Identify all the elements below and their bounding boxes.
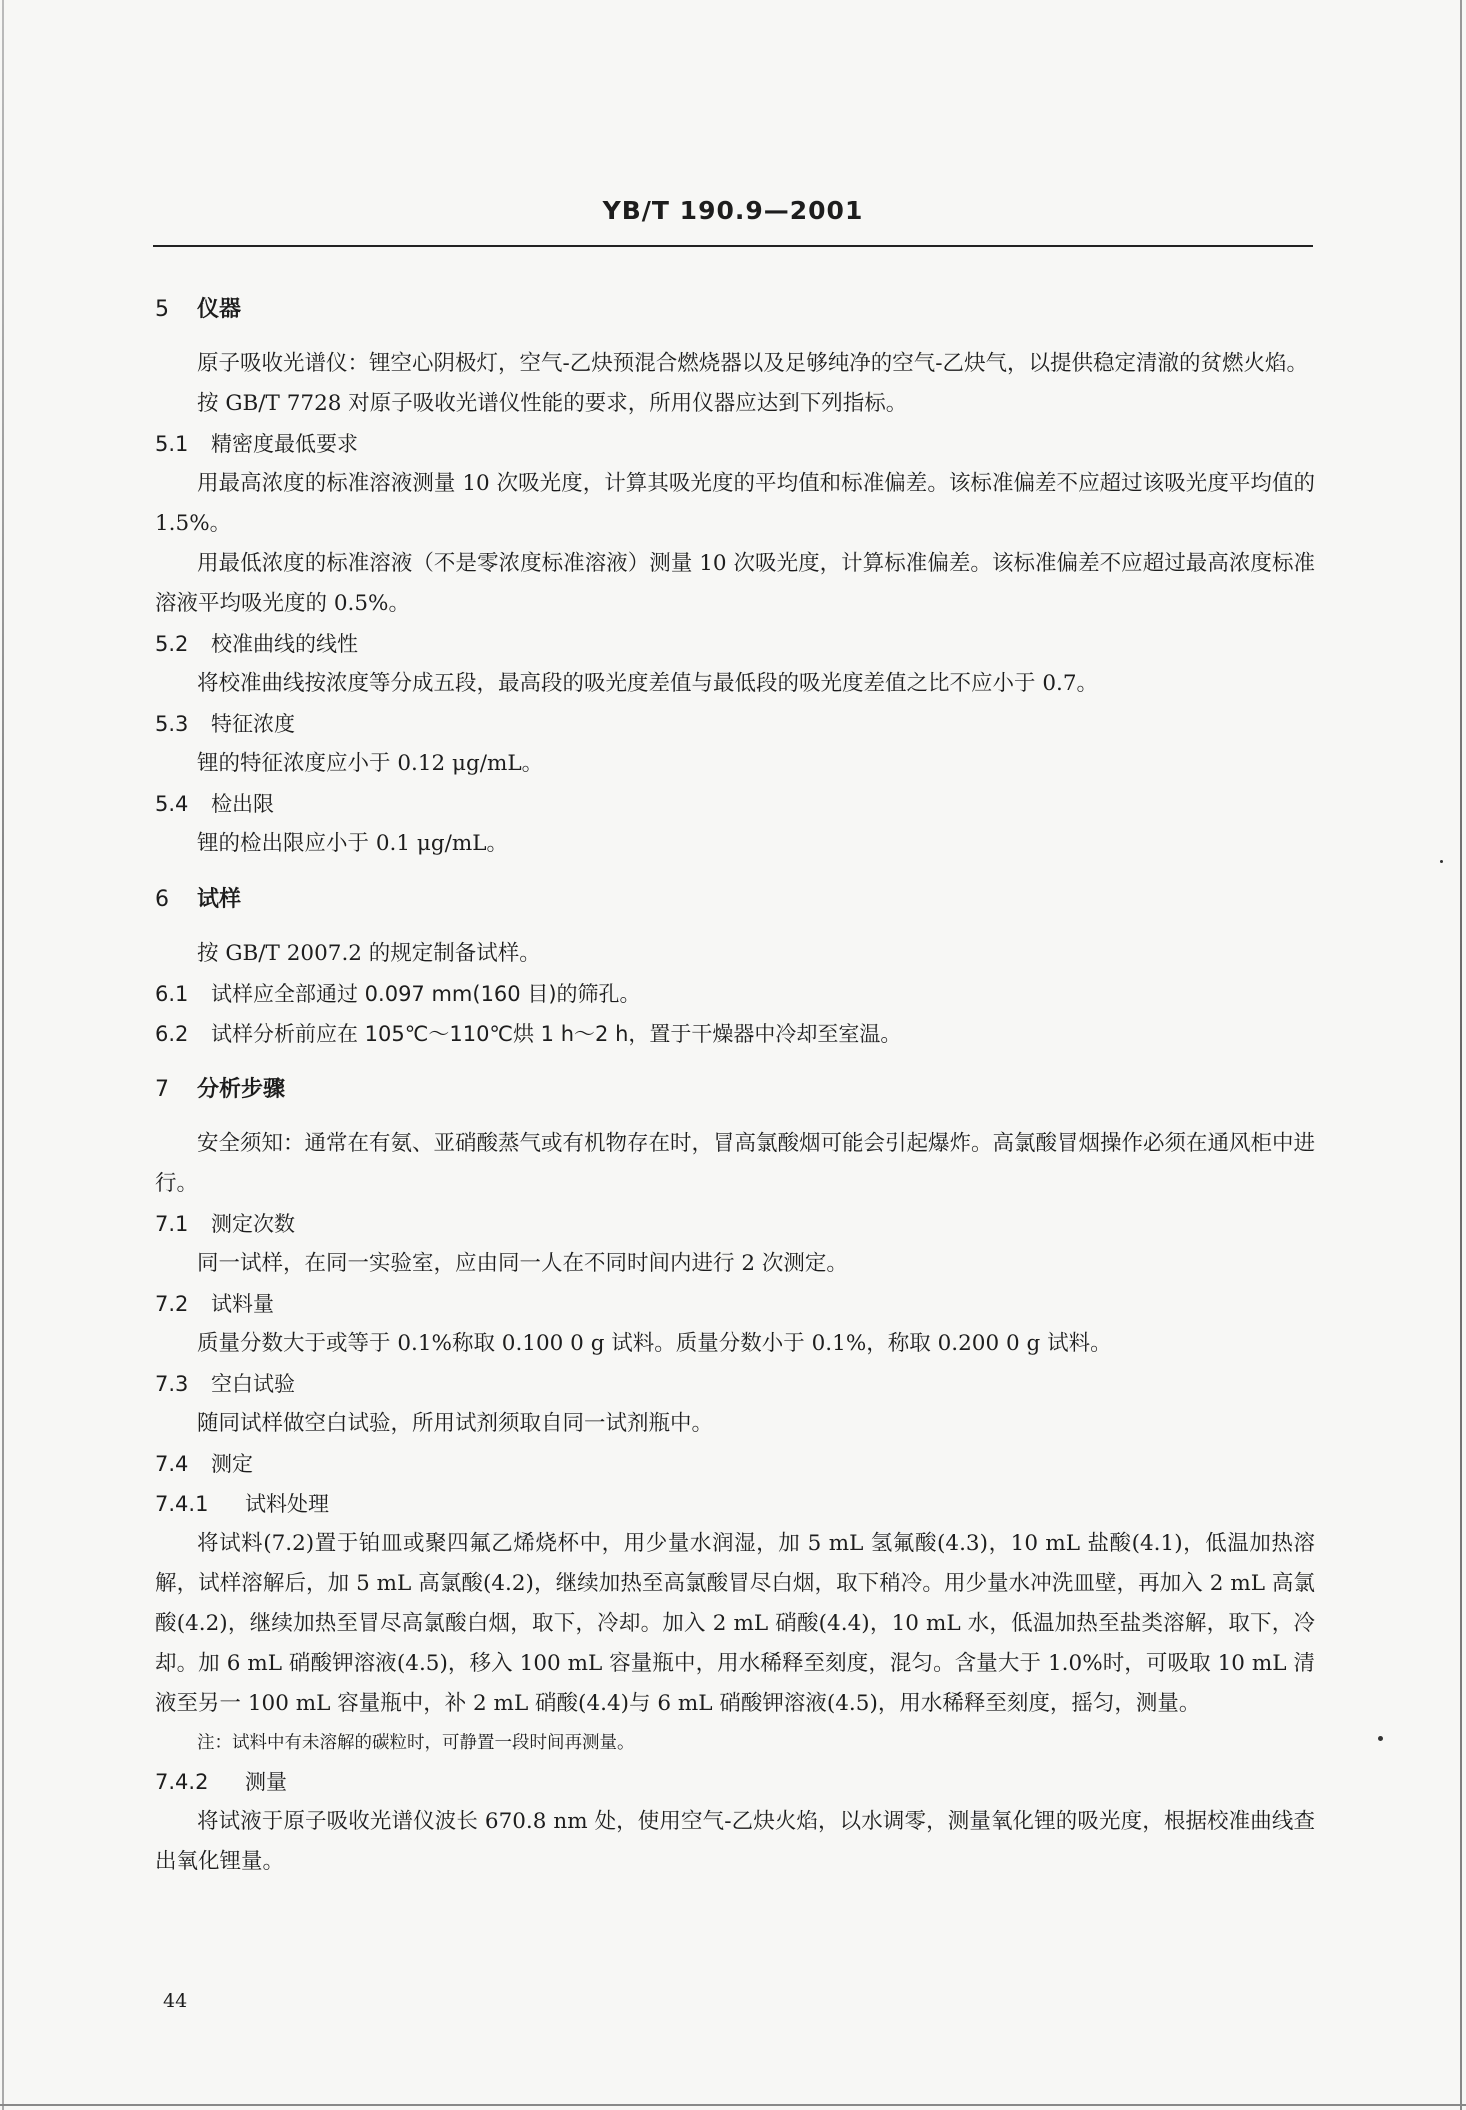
subsection-number: 7.4.2	[155, 1770, 209, 1794]
paragraph: 锂的检出限应小于 0.1 μg/mL。	[197, 831, 509, 856]
subsection-heading-7-4-1	[155, 1484, 1315, 1524]
subsection-heading-5-2	[155, 624, 1315, 664]
subsection-title: 特征浓度	[211, 712, 295, 736]
subsection-heading-7-1	[155, 1204, 1315, 1244]
scan-speck	[1440, 860, 1443, 863]
subsection-title: 测定	[211, 1452, 253, 1476]
standard-code-header: YB/T 190.9—2001	[602, 196, 864, 225]
subsection-number: 7.4	[155, 1452, 189, 1476]
paragraph: 将试液于原子吸收光谱仪波长 670.8 nm 处，使用空气-乙炔火焰，以水调零，测量氧化锂的吸光度，根据校准曲线查出氧化锂量。	[155, 1809, 1315, 1874]
subsection-item-6-2	[155, 1014, 1315, 1054]
paragraph: 按 GB/T 2007.2 的规定制备试样。	[197, 941, 541, 966]
subsection-title: 测定次数	[211, 1212, 295, 1236]
subsection-text: 试样分析前应在 105℃～110℃烘 1 h～2 h，置于干燥器中冷却至室温。	[211, 1022, 902, 1046]
subsection-number: 5.1	[155, 432, 189, 456]
header-rule	[153, 245, 1313, 247]
subsection-title: 试料量	[211, 1292, 274, 1316]
note: 注：试料中有未溶解的碳粒时，可静置一段时间再测量。	[197, 1733, 635, 1753]
paragraph: 按 GB/T 7728 对原子吸收光谱仪性能的要求，所用仪器应达到下列指标。	[197, 391, 908, 416]
subsection-number: 5.3	[155, 712, 189, 736]
scan-speck	[1378, 1736, 1383, 1741]
paragraph: 质量分数大于或等于 0.1%称取 0.100 0 g 试料。质量分数小于 0.1%，称取 0.200 0 g 试料。	[197, 1331, 1112, 1356]
subsection-title: 校准曲线的线性	[211, 632, 358, 656]
subsection-title: 空白试验	[211, 1372, 295, 1396]
subsection-heading-7-4-2	[155, 1762, 1315, 1802]
subsection-number: 7.2	[155, 1292, 189, 1316]
subsection-title: 测量	[245, 1770, 287, 1794]
subsection-number: 7.4.1	[155, 1492, 209, 1516]
section-heading-6	[155, 880, 1315, 920]
paragraph: 将校准曲线按浓度等分成五段，最高段的吸光度差值与最低段的吸光度差值之比不应小于 0.7。	[197, 671, 1099, 696]
scan-edge-bottom	[0, 2104, 1466, 2106]
section-heading-7	[155, 1070, 1315, 1110]
paragraph: 锂的特征浓度应小于 0.12 μg/mL。	[197, 751, 544, 776]
subsection-number: 6.1	[155, 982, 189, 1006]
subsection-title: 试料处理	[245, 1492, 329, 1516]
subsection-heading-5-3	[155, 704, 1315, 744]
section-number: 5	[155, 297, 169, 322]
scan-edge-right	[1460, 0, 1462, 2110]
subsection-heading-7-4	[155, 1444, 1315, 1484]
subsection-number: 7.1	[155, 1212, 189, 1236]
paragraph: 随同试样做空白试验，所用试剂须取自同一试剂瓶中。	[197, 1411, 714, 1436]
subsection-heading-5-4	[155, 784, 1315, 824]
section-title: 试样	[197, 887, 242, 912]
paragraph: 用最低浓度的标准溶液（不是零浓度标准溶液）测量 10 次吸光度，计算标准偏差。该标准偏差不应超过最高浓度标准溶液平均吸光度的 0.5%。	[155, 551, 1315, 616]
subsection-number: 5.4	[155, 792, 189, 816]
section-title: 分析步骤	[197, 1077, 286, 1102]
subsection-item-6-1	[155, 974, 1315, 1014]
page-number: 44	[163, 1990, 188, 2012]
subsection-number: 6.2	[155, 1022, 189, 1046]
subsection-number: 5.2	[155, 632, 189, 656]
paragraph: 同一试样，在同一实验室，应由同一人在不同时间内进行 2 次测定。	[197, 1251, 848, 1276]
safety-notice: 安全须知：通常在有氨、亚硝酸蒸气或有机物存在时，冒高氯酸烟可能会引起爆炸。高氯酸冒烟操作必须在通风柜中进行。	[155, 1131, 1316, 1196]
section-title: 仪器	[197, 297, 242, 322]
section-number: 6	[155, 887, 169, 912]
paragraph: 将试料(7.2)置于铂皿或聚四氟乙烯烧杯中，用少量水润湿，加 5 mL 氢氟酸(4.3)，10 mL 盐酸(4.1)，低温加热溶解，试样溶解后，加 5 mL 高氯酸(4.2)，继续加热至高氯酸冒尽白烟，取下稍冷。用少量水冲洗皿壁，再加入 2 mL 高氯酸(4.2)，继续加热至冒尽高氯酸白烟，取下，冷却。加入 2 mL 硝酸(4.4)，10 mL 水，低温加热至盐类溶解，取下，冷却。加 6 mL 硝酸钾溶液(4.5)，移入 100 mL 容量瓶中，用水稀释至刻度，混匀。含量大于 1.0%时，可吸取 10 mL 清液至另一 100 mL 容量瓶中，补 2 mL 硝酸(4.4)与 6 mL 硝酸钾溶液(4.5)，用水稀释至刻度，摇匀，测量。	[155, 1531, 1315, 1716]
subsection-heading-5-1	[155, 424, 1315, 464]
subsection-title: 检出限	[211, 792, 274, 816]
subsection-text: 试样应全部通过 0.097 mm(160 目)的筛孔。	[211, 982, 641, 1006]
subsection-heading-7-2	[155, 1284, 1315, 1324]
section-number: 7	[155, 1077, 169, 1102]
subsection-title: 精密度最低要求	[211, 432, 358, 456]
scan-edge-left	[2, 0, 4, 2110]
paragraph: 用最高浓度的标准溶液测量 10 次吸光度，计算其吸光度的平均值和标准偏差。该标准偏差不应超过该吸光度平均值的 1.5%。	[155, 471, 1315, 536]
subsection-heading-7-3	[155, 1364, 1315, 1404]
subsection-number: 7.3	[155, 1372, 189, 1396]
paragraph: 原子吸收光谱仪：锂空心阴极灯，空气-乙炔预混合燃烧器以及足够纯净的空气-乙炔气，以提供稳定清澈的贫燃火焰。	[197, 351, 1309, 376]
document-body	[155, 290, 1315, 1882]
section-heading-5	[155, 290, 1315, 330]
